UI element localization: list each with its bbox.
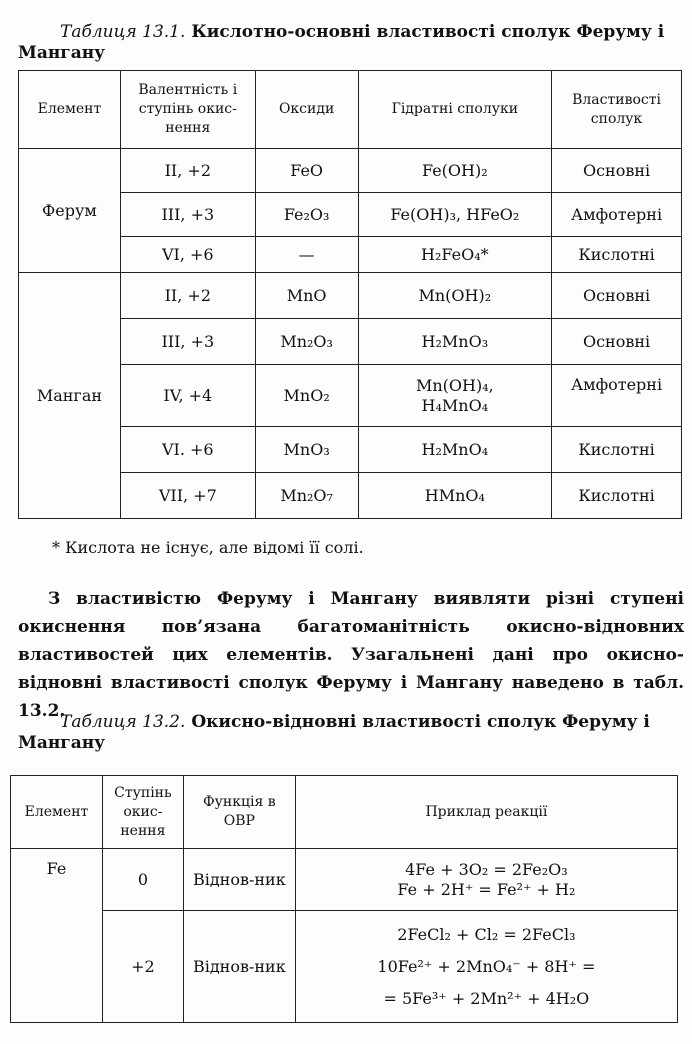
table1-caption bbox=[18, 22, 682, 64]
table-header-row bbox=[19, 71, 682, 149]
reaction-line: 10Fe²⁺ + 2MnO₄⁻ + 8H⁺ = bbox=[377, 956, 596, 976]
valence-cell: III, +3 bbox=[120, 193, 255, 237]
hydrate-line: Mn(OH)₄, bbox=[415, 375, 494, 395]
header-cell: Оксиди bbox=[255, 71, 358, 149]
valence-cell: III, +3 bbox=[120, 319, 255, 365]
header-cell: Функція в ОВР bbox=[183, 776, 295, 849]
element-cell: Ферум bbox=[19, 149, 121, 273]
oxide-cell: MnO₂ bbox=[255, 365, 358, 427]
caption-label: Таблиця 13.2. bbox=[60, 712, 186, 732]
property-cell: Кислотні bbox=[552, 473, 682, 519]
header-cell: Ступінь окис-нення bbox=[102, 776, 183, 849]
hydrate-cell: Fe(OH)₂ bbox=[358, 149, 552, 193]
caption-title: Кислотно-основні властивості сполук Феруму і Мангану bbox=[18, 22, 665, 63]
oxide-cell: MnO bbox=[255, 273, 358, 319]
property-cell: Основні bbox=[552, 273, 682, 319]
header-cell: Елемент bbox=[11, 776, 103, 849]
table-row bbox=[11, 911, 678, 1023]
hydrate-cell bbox=[358, 365, 552, 427]
reaction-line: 2FeCl₂ + Cl₂ = 2FeCl₃ bbox=[397, 924, 576, 944]
property-cell: Основні bbox=[552, 149, 682, 193]
oxide-cell: Mn₂O₃ bbox=[255, 319, 358, 365]
valence-cell: VII, +7 bbox=[120, 473, 255, 519]
oxide-cell: Mn₂O₇ bbox=[255, 473, 358, 519]
property-cell: Кислотні bbox=[552, 237, 682, 273]
element-cell: Манган bbox=[19, 273, 121, 519]
table-redox-properties bbox=[10, 775, 678, 1023]
property-cell: Амфотерні bbox=[552, 193, 682, 237]
hydrate-cell: H₂FeO₄* bbox=[358, 237, 552, 273]
reaction-line: Fe + 2H⁺ = Fe²⁺ + H₂ bbox=[397, 879, 576, 899]
valence-cell: VI. +6 bbox=[120, 427, 255, 473]
table-acid-base-properties bbox=[18, 70, 682, 519]
function-cell: Віднов-ник bbox=[183, 911, 295, 1023]
valence-cell: IV, +4 bbox=[120, 365, 255, 427]
hydrate-cell: Fe(OH)₃, HFeO₂ bbox=[358, 193, 552, 237]
valence-cell: VI, +6 bbox=[120, 237, 255, 273]
caption-label: Таблиця 13.1. bbox=[60, 22, 186, 42]
table2-caption bbox=[18, 712, 682, 754]
body-paragraph: З властивістю Феруму і Мангану виявляти різні ступені окиснення пов’язана багатоманітність окисно-відновних властивостей цих елементів. Узагальнені дані про окисно-відновні властивості сполук Феруму і Мангану наведено в табл. 13.2. bbox=[18, 589, 684, 721]
valence-cell: II, +2 bbox=[120, 149, 255, 193]
function-cell: Віднов-ник bbox=[183, 849, 295, 911]
reaction-line: = 5Fe³⁺ + 2Mn²⁺ + 4H₂O bbox=[383, 988, 590, 1008]
hydrate-line: H₄MnO₄ bbox=[421, 395, 489, 415]
property-cell: Амфотерні bbox=[552, 365, 682, 427]
hydrate-cell: HMnO₄ bbox=[358, 473, 552, 519]
oxide-cell: FeO bbox=[255, 149, 358, 193]
hydrate-cell: H₂MnO₃ bbox=[358, 319, 552, 365]
oxide-cell: — bbox=[255, 237, 358, 273]
header-cell: Гідратні сполуки bbox=[358, 71, 552, 149]
header-cell: Елемент bbox=[19, 71, 121, 149]
reaction-line: 4Fe + 3O₂ = 2Fe₂O₃ bbox=[405, 859, 568, 879]
state-cell: 0 bbox=[102, 849, 183, 911]
footnote: * Кислота не існує, але відомі її солі. bbox=[52, 538, 364, 557]
reaction-cell bbox=[295, 849, 677, 911]
header-cell: Приклад реакції bbox=[295, 776, 677, 849]
caption-title: Окисно-відновні властивості сполук Феруму і Мангану bbox=[18, 712, 650, 753]
property-cell: Кислотні bbox=[552, 427, 682, 473]
header-cell: Валентність і ступінь окис-нення bbox=[120, 71, 255, 149]
property-cell: Основні bbox=[552, 319, 682, 365]
oxide-cell: Fe₂O₃ bbox=[255, 193, 358, 237]
header-cell: Властивості сполук bbox=[552, 71, 682, 149]
hydrate-cell: Mn(OH)₂ bbox=[358, 273, 552, 319]
oxide-cell: MnO₃ bbox=[255, 427, 358, 473]
reaction-cell bbox=[295, 911, 677, 1023]
table-row bbox=[19, 273, 682, 319]
element-cell: Fe bbox=[11, 849, 103, 1023]
state-cell: +2 bbox=[102, 911, 183, 1023]
table-row bbox=[11, 849, 678, 911]
hydrate-cell: H₂MnO₄ bbox=[358, 427, 552, 473]
valence-cell: II, +2 bbox=[120, 273, 255, 319]
table-row bbox=[19, 149, 682, 193]
table-header-row bbox=[11, 776, 678, 849]
